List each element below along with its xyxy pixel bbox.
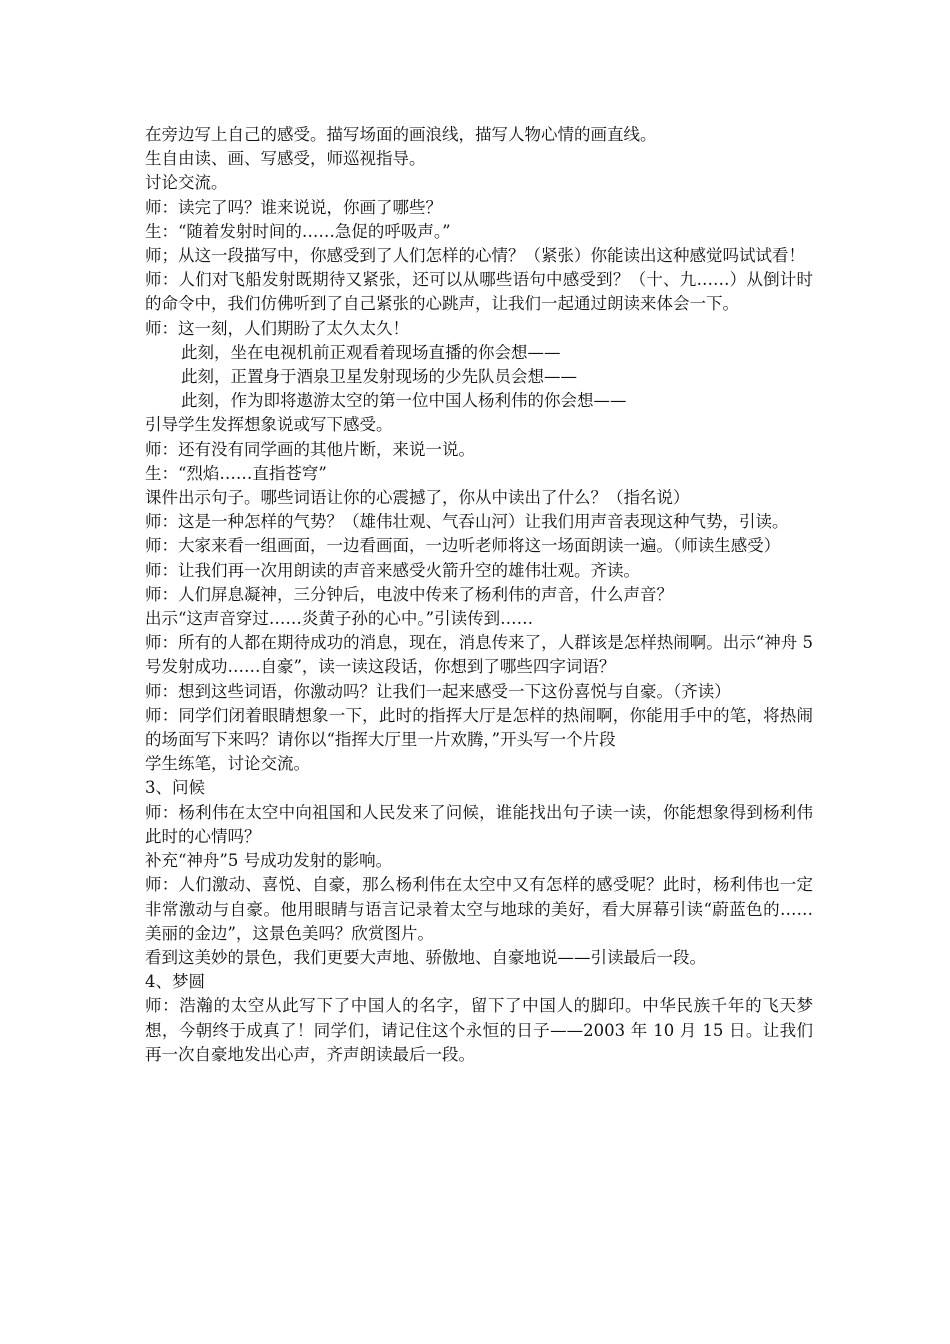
- text-paragraph: 课件出示句子。哪些词语让你的心震撼了，你从中读出了什么？（指名说）: [145, 488, 690, 508]
- text-paragraph: 师：人们屏息凝神，三分钟后，电波中传来了杨利伟的声音，什么声音？: [145, 584, 673, 604]
- text-paragraph: 4、梦圆: [145, 972, 205, 992]
- text-paragraph: 3、问候: [145, 778, 205, 798]
- text-paragraph: 师：同学们闭着眼睛想象一下，此时的指挥大厅是怎样的热闹啊，你能用手中的笔，将热闹的场面写下来吗？请你以“指挥大厅里一片欢腾，”开头写一个片段: [145, 705, 813, 750]
- text-paragraph: 师：让我们再一次用朗读的声音来感受火箭升空的雄伟壮观。齐读。: [145, 560, 640, 580]
- text-paragraph: 师：所有的人都在期待成功的消息，现在，消息传来了，人群该是怎样热闹啊。出示“神舟 5 号发射成功……自豪”，读一读这段话，你想到了哪些四字词语？: [145, 633, 813, 677]
- text-paragraph: 生：“烈焰……直指苍穹”: [145, 463, 327, 483]
- text-paragraph: 引导学生发挥想象说或写下感受。: [145, 415, 393, 435]
- text-paragraph: 师：读完了吗？谁来说说，你画了哪些？: [145, 197, 442, 217]
- text-paragraph: 讨论交流。: [145, 173, 228, 193]
- text-paragraph: 此刻，作为即将遨游太空的第一位中国人杨利伟的你会想——: [181, 391, 627, 411]
- text-paragraph: 师：人们对飞船发射既期待又紧张，还可以从哪些语句中感受到？（十、九……）从倒计时的命令中，我们仿佛听到了自己紧张的心跳声，让我们一起通过朗读来体会一下。: [145, 270, 813, 314]
- text-paragraph: 在旁边写上自己的感受。描写场面的画浪线，描写人物心情的画直线。: [145, 125, 657, 144]
- text-paragraph: 师：大家来看一组画面，一边看画面，一边听老师将这一场面朗读一遍。（师读生感受）: [145, 536, 781, 556]
- text-paragraph: 生：“随着发射时间的……急促的呼吸声。”: [145, 221, 451, 241]
- text-paragraph: 师：想到这些词语，你激动吗？让我们一起来感受一下这份喜悦与自豪。（齐读）: [145, 681, 731, 701]
- text-paragraph: 师：人们激动、喜悦、自豪，那么杨利伟在太空中又有怎样的感受呢？此时，杨利伟也一定非常激动与自豪。他用眼睛与语言记录着太空与地球的美好，看大屏幕引读“蔚蓝色的……美丽的金边”，这景色美吗？欣赏图片。: [145, 875, 813, 943]
- text-paragraph: 此刻，正置身于酒泉卫星发射现场的少先队员会想——: [181, 367, 577, 387]
- document-body: [145, 123, 813, 1067]
- text-paragraph: 生自由读、画、写感受，师巡视指导。: [145, 149, 426, 169]
- text-paragraph: 师：还有没有同学画的其他片断，来说一说。: [145, 439, 475, 459]
- text-paragraph: 师：浩瀚的太空从此写下了中国人的名字，留下了中国人的脚印。中华民族千年的飞天梦想，今朝终于成真了！同学们，请记住这个永恒的日子——2003 年 10 月 15 日。让我们再一次自豪地发出心声，齐声朗读最后一段。: [145, 996, 813, 1064]
- text-paragraph: 出示“这声音穿过……炎黄子孙的心中。”引读传到……: [145, 609, 534, 629]
- text-paragraph: 师；从这一段描写中，你感受到了人们怎样的心情？（紧张）你能读出这种感觉吗试试看！: [145, 246, 805, 266]
- text-paragraph: 看到这美妙的景色，我们更要大声地、骄傲地、自豪地说——引读最后一段。: [145, 947, 706, 967]
- text-paragraph: 师：杨利伟在太空中向祖国和人民发来了问候，谁能找出句子读一读，你能想象得到杨利伟此时的心情吗？: [145, 802, 813, 846]
- text-paragraph: 此刻，坐在电视机前正观看着现场直播的你会想——: [181, 342, 561, 362]
- text-paragraph: 师：这一刻，人们期盼了太久太久！: [145, 318, 409, 338]
- text-paragraph: 补充“神舟”5 号成功发射的影响。: [145, 851, 393, 871]
- text-paragraph: 师：这是一种怎样的气势？（雄伟壮观、气吞山河）让我们用声音表现这种气势，引读。: [145, 512, 789, 532]
- text-paragraph: 学生练笔，讨论交流。: [145, 754, 310, 774]
